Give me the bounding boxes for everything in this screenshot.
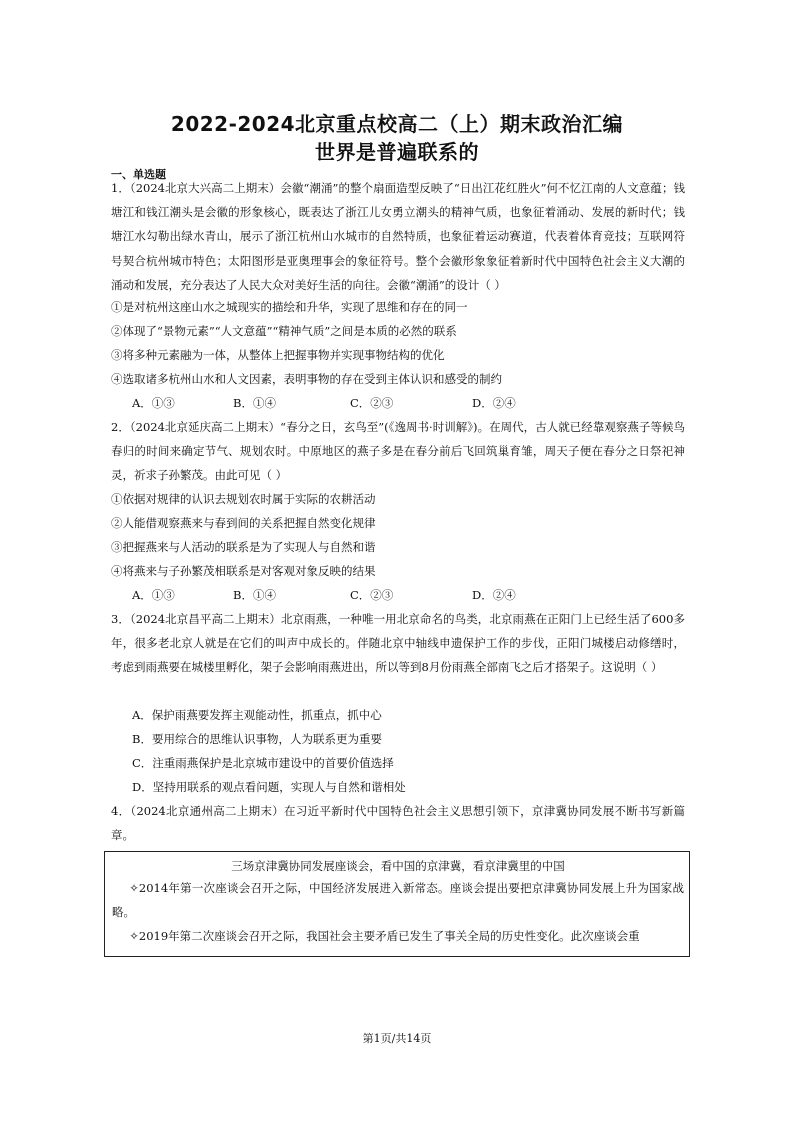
question-3-stem: 3．（2024北京昌平高二上期末）北京雨燕，一种唯一用北京命名的鸟类，北京雨燕在正阳门上已经生活了600多年，很多老北京人就是在它们的叫声中成长的。伴随北京中轴线申遗保护工作的步伐，正阳门城楼启动修缮时，考虑到雨燕要在城楼里孵化，架子会影响雨燕进出，所以等到8月份雨燕全部南飞之后才搭架子。这说明（ ）: [111, 612, 685, 675]
material-box-paragraph-1: ✧2014年第一次座谈会召开之际，中国经济发展进入新常态。座谈会提出要把京津冀协同发展上升为国家战略。: [112, 881, 684, 919]
document-subtitle: 世界是普遍联系的: [315, 140, 479, 164]
option-c: C．②③: [350, 588, 394, 602]
question-1-item-1: ①是对杭州这座山水之城现实的描绘和升华，实现了思维和存在的同一: [111, 300, 468, 314]
question-1-stem: 1．（2024北京大兴高二上期末）会徽“潮涌”的整个扇面造型反映了“日出江花红胜火”何不忆江南的人文意蕴；钱塘江和钱江潮头是会徽的形象核心，既表达了浙江儿女勇立潮头的精神气质，也象征着涌动、发展的新时代；钱塘江水勾勒出绿水青山，展示了浙江杭州山水城市的自然特质，也象征着运动赛道，代表着体育竞技；互联网符号契合杭州城市特色；太阳图形是亚奥理事会的象征符号。整个会徽形象象征着新时代中国特色社会主义大潮的涌动和发展，充分表达了人民大众对美好生活的向往。会徽“潮涌”的设计（ ）: [111, 181, 685, 292]
question-1-item-4: ④选取诸多杭州山水和人文因素，表明事物的存在受到主体认识和感受的制约: [111, 372, 502, 386]
option-a: A．①③: [132, 396, 175, 410]
option-d: D．②④: [472, 588, 516, 602]
option-b: B．①④: [233, 396, 276, 410]
question-2-options: [132, 583, 516, 607]
question-2-stem: 2．（2024北京延庆高二上期末）“春分之日，玄鸟至”(《逸周书·时训解》)。在周代，古人就已经靠观察燕子等候鸟春归的时间来确定节气、规划农时。中原地区的燕子多是在春分前后飞回筑巢育雏，周天子便在春分之日祭祀神灵，祈求子孙繁茂。由此可见（ ）: [111, 420, 685, 483]
page-number: 第1页/共14页: [362, 1032, 432, 1045]
question-3-choice-b: B．要用综合的思维认识事物，人为联系更为重要: [132, 732, 382, 746]
question-2-item-4: ④将燕来与子孙繁茂相联系是对客观对象反映的结果: [111, 564, 376, 578]
question-1-item-3: ③将多种元素融为一体，从整体上把握事物并实现事物结构的优化: [111, 348, 445, 362]
question-3-choice-d: D．坚持用联系的观点看问题，实现人与自然和谐相处: [132, 780, 406, 794]
question-1-item-2: ②体现了“景物元素”“人文意蕴”“精神气质”之间是本质的必然的联系: [111, 324, 457, 338]
option-a: A．①③: [132, 588, 175, 602]
option-c: C．②③: [350, 396, 394, 410]
option-b: B．①④: [233, 588, 276, 602]
question-1-options: [132, 391, 516, 415]
material-box-paragraph-2: ✧2019年第二次座谈会召开之际，我国社会主要矛盾已发生了事关全局的历史性变化。此次座谈会重: [129, 929, 640, 943]
material-box: [104, 851, 690, 957]
question-3-choice-c: C．注重雨燕保护是北京城市建设中的首要价值选择: [132, 756, 394, 770]
question-3-choice-a: A．保护雨燕要发挥主观能动性，抓重点，抓中心: [132, 708, 382, 722]
document-title: 2022-2024北京重点校高二（上）期末政治汇编: [170, 112, 624, 136]
question-2-item-3: ③把握燕来与人活动的联系是为了实现人与自然和谐: [111, 540, 376, 554]
material-box-title: 三场京津冀协同发展座谈会，看中国的京津冀，看京津冀里的中国: [231, 859, 565, 873]
question-2-item-1: ①依据对规律的认识去规划农时属于实际的农耕活动: [111, 492, 376, 506]
question-2-item-2: ②人能借观察燕来与春到间的关系把握自然变化规律: [111, 516, 376, 530]
question-4-stem: 4．（2024北京通州高二上期末）在习近平新时代中国特色社会主义思想引领下，京津冀协同发展不断书写新篇章。: [111, 804, 685, 843]
option-d: D．②④: [472, 396, 516, 410]
section-heading: 一、单选题: [111, 168, 166, 181]
